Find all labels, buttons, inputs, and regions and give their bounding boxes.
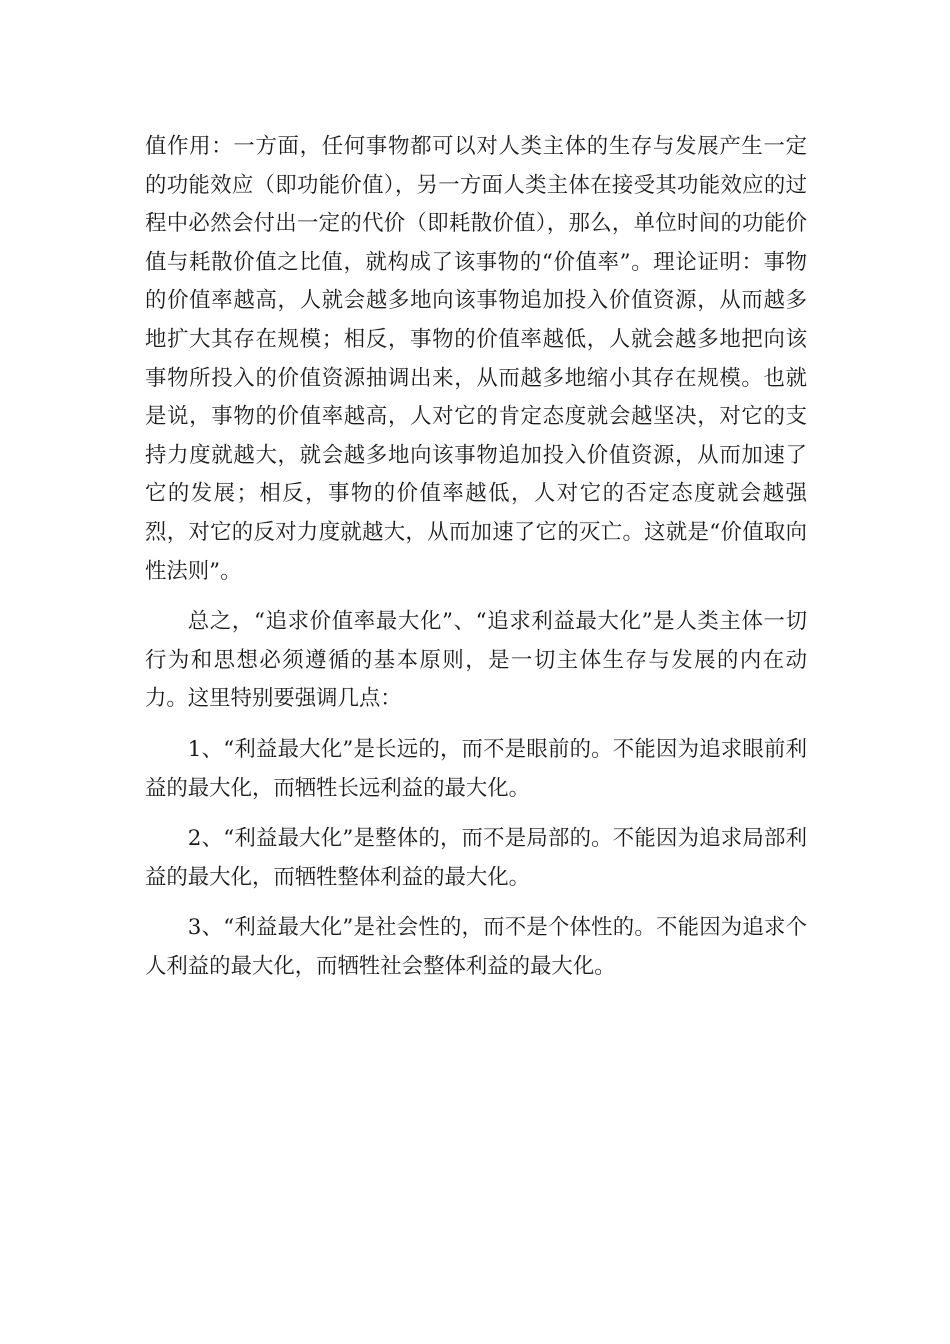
list-item-point-2: 2、“利益最大化”是整体的，而不是局部的。不能因为追求局部利益的最大化，而牺牲整体利益的最大化。: [145, 826, 807, 890]
paragraph-value-rate: 值作用：一方面，任何事物都可以对人类主体的生存与发展产生一定的功能效应（即功能价值），另一方面人类主体在接受其功能效应的过程中必然会付出一定的代价（即耗散价值），那么，单位时间的功能价值与耗散价值之比值，就构成了该事物的“价值率”。理论证明：事物的价值率越高，人就会越多地向该事物追加投入价值资源，从而越多地扩大其存在规模；相反，事物的价值率越低，人就会越多地把向该事物所投入的价值资源抽调出来，从而越多地缩小其存在规模。也就是说，事物的价值率越高，人对它的肯定态度就会越坚决，对它的支持力度就越大，就会越多地向该事物追加投入价值资源，从而加速了它的发展；相反，事物的价值率越低，人对它的否定态度就会越强烈，对它的反对力度就越大，从而加速了它的灭亡。这就是“价值取向性法则”。: [145, 134, 807, 584]
list-item-point-3: 3、“利益最大化”是社会性的，而不是个体性的。不能因为追求个人利益的最大化，而牺牲社会整体利益的最大化。: [145, 915, 807, 979]
list-item-point-1: 1、“利益最大化”是长远的，而不是眼前的。不能因为追求眼前利益的最大化，而牺牲长远利益的最大化。: [145, 736, 807, 801]
paragraph-summary: 总之，“追求价值率最大化”、“追求利益最大化”是人类主体一切行为和思想必须遵循的基本原则，是一切主体生存与发展的内在动力。这里特别要强调几点：: [145, 609, 807, 712]
document-page: [145, 128, 807, 986]
